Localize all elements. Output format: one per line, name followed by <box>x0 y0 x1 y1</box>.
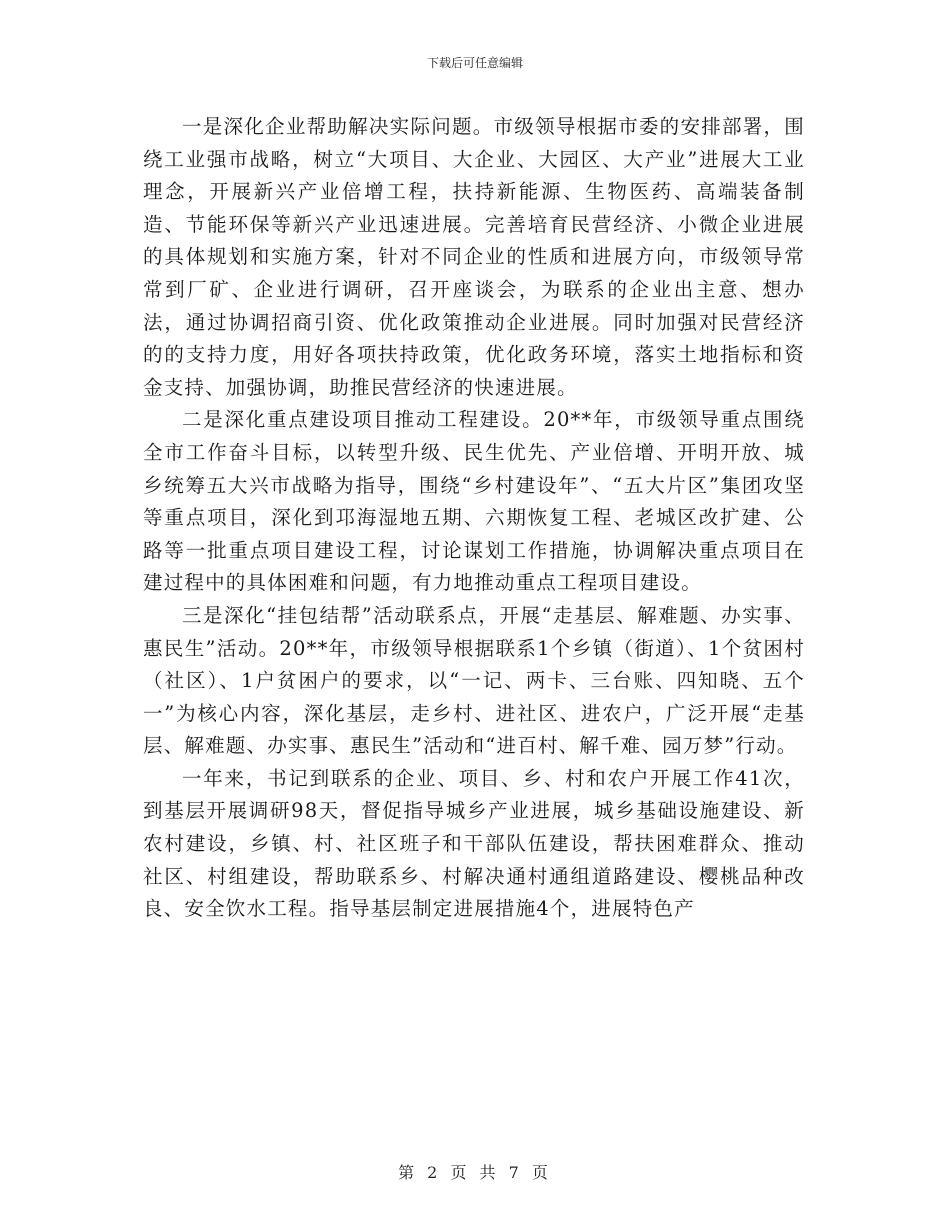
page-header: 下载后可任意编辑 <box>426 56 523 70</box>
paragraph-2: 二是深化重点建设项目推动工程建设。20**年，市级领导重点围绕全市工作奋斗目标，以转型升级、民生优先、产业倍增、开明开放、城乡统筹五大兴市战略为指导，围绕“乡村建设年”、“五大片区”集团攻坚等重点项目，深化到邛海湿地五期、六期恢复工程、老城区改扩建、公路等一批重点项目建设工程，讨论谋划工作措施，协调解决重点项目在建过程中的具体困难和问题，有力地推动重点工程项目建设。 <box>143 408 805 595</box>
paragraph-4: 一年来，书记到联系的企业、项目、乡、村和农户开展工作41次，到基层开展调研98天，督促指导城乡产业进展，城乡基础设施建设、新农村建设，乡镇、村、社区班子和干部队伍建设，帮扶困难群众、推动社区、村组建设，帮助联系乡、村解决通村通组道路建设、樱桃品种改良、安全饮水工程。指导基层制定进展措施4个，进展特色产 <box>143 766 805 921</box>
paragraph-3: 三是深化“挂包结帮”活动联系点，开展“走基层、解难题、办实事、惠民生”活动。20**年，市级领导根据联系1个乡镇（街道）、1个贫困村（社区）、1户贫困户的要求，以“一记、两卡、三台账、四知晓、五个一”为核心内容，深化基层，走乡村、进社区、进农户，广泛开展“走基层、解难题、办实事、惠民生”活动和“进百村、解千难、园万梦”行动。 <box>143 603 805 758</box>
document-body <box>143 111 805 926</box>
paragraph-1: 一是深化企业帮助解决实际问题。市级领导根据市委的安排部署，围绕工业强市战略，树立“大项目、大企业、大园区、大产业”进展大工业理念，开展新兴产业倍增工程，扶持新能源、生物医药、高端装备制造、节能环保等新兴产业迅速进展。完善培育民营经济、小微企业进展的具体规划和实施方案，针对不同企业的性质和进展方向，市级领导常常到厂矿、企业进行调研，召开座谈会，为联系的企业出主意、想办法，通过协调招商引资、优化政策推动企业进展。同时加强对民营经济的的支持力度，用好各项扶持政策，优化政务环境，落实土地指标和资金支持、加强协调，助推民营经济的快速进展。 <box>143 115 805 399</box>
page-number: 第 2 页 共 7 页 <box>398 1163 552 1182</box>
